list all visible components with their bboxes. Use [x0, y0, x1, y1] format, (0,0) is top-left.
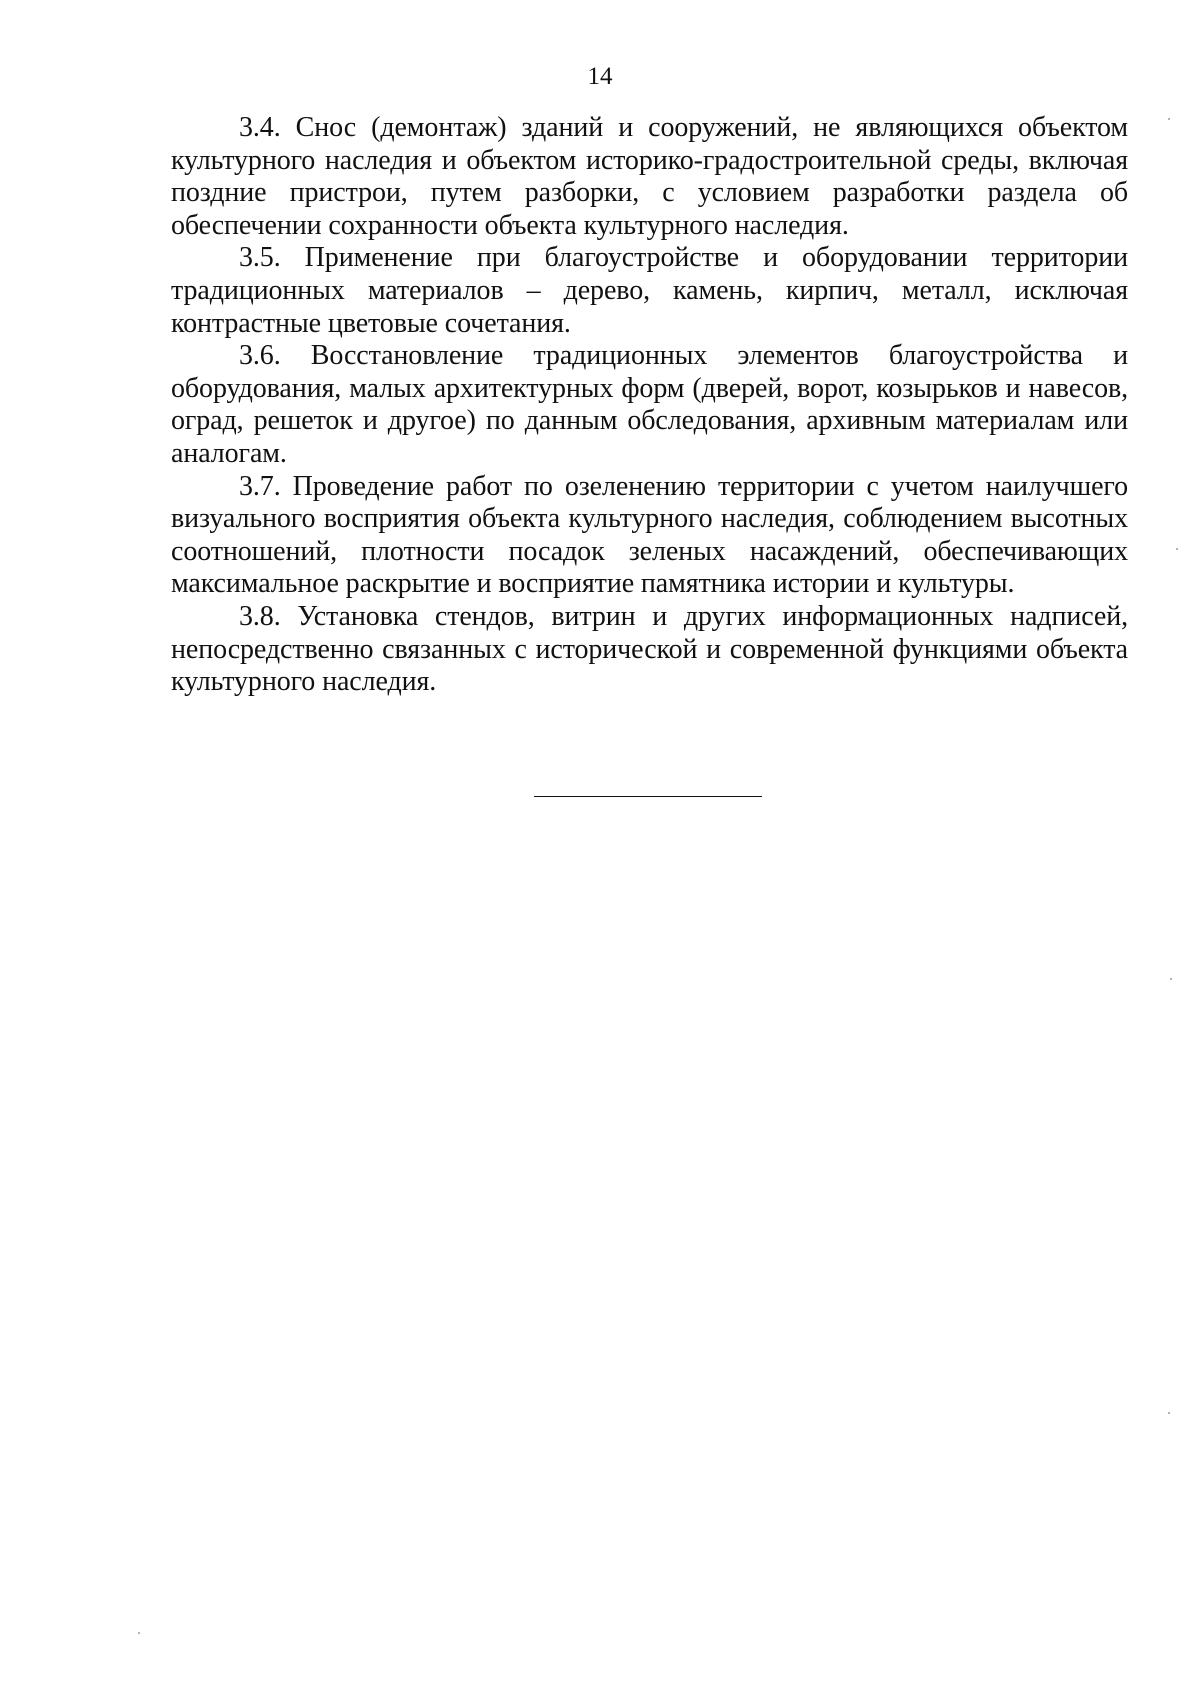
clause-3-8: 3.8. Установка стендов, витрин и других информационных надписей, непосредственно связанных с исторической и современной функциями объекта культурного наследия.: [171, 600, 1128, 698]
end-of-document-rule: [534, 796, 762, 797]
scan-speck: [138, 1632, 140, 1634]
scan-speck: [1170, 978, 1172, 980]
document-body: [171, 112, 1128, 699]
page-number: 14: [587, 63, 613, 90]
scan-speck: [1168, 1412, 1170, 1414]
scan-speck: [1168, 118, 1170, 120]
clause-3-7: 3.7. Проведение работ по озеленению территории с учетом наилучшего визуального восприятия объекта культурного наследия, соблюдением высотных соотношений, плотности посадок зеленых насаждений, обеспечивающих максимальное раскрытие и восприятие памятника истории и культуры.: [171, 470, 1128, 600]
clause-3-4: 3.4. Снос (демонтаж) зданий и сооружений, не являющихся объектом культурного наследия и объектом историко-градостроительной среды, включая поздние пристрои, путем разборки, с условием разработки раздела об обеспечении сохранности объекта культурного наследия.: [171, 112, 1128, 241]
clause-3-5: 3.5. Применение при благоустройстве и оборудовании территории традиционных материалов – дерево, камень, кирпич, металл, исключая контрастные цветовые сочетания.: [171, 242, 1128, 339]
scan-speck: [1176, 548, 1178, 550]
clause-3-6: 3.6. Восстановление традиционных элементов благоустройства и оборудования, малых архитектурных форм (дверей, ворот, козырьков и навесов, оград, решеток и другое) по данным обследования, архивным материалам или аналогам.: [171, 340, 1128, 469]
